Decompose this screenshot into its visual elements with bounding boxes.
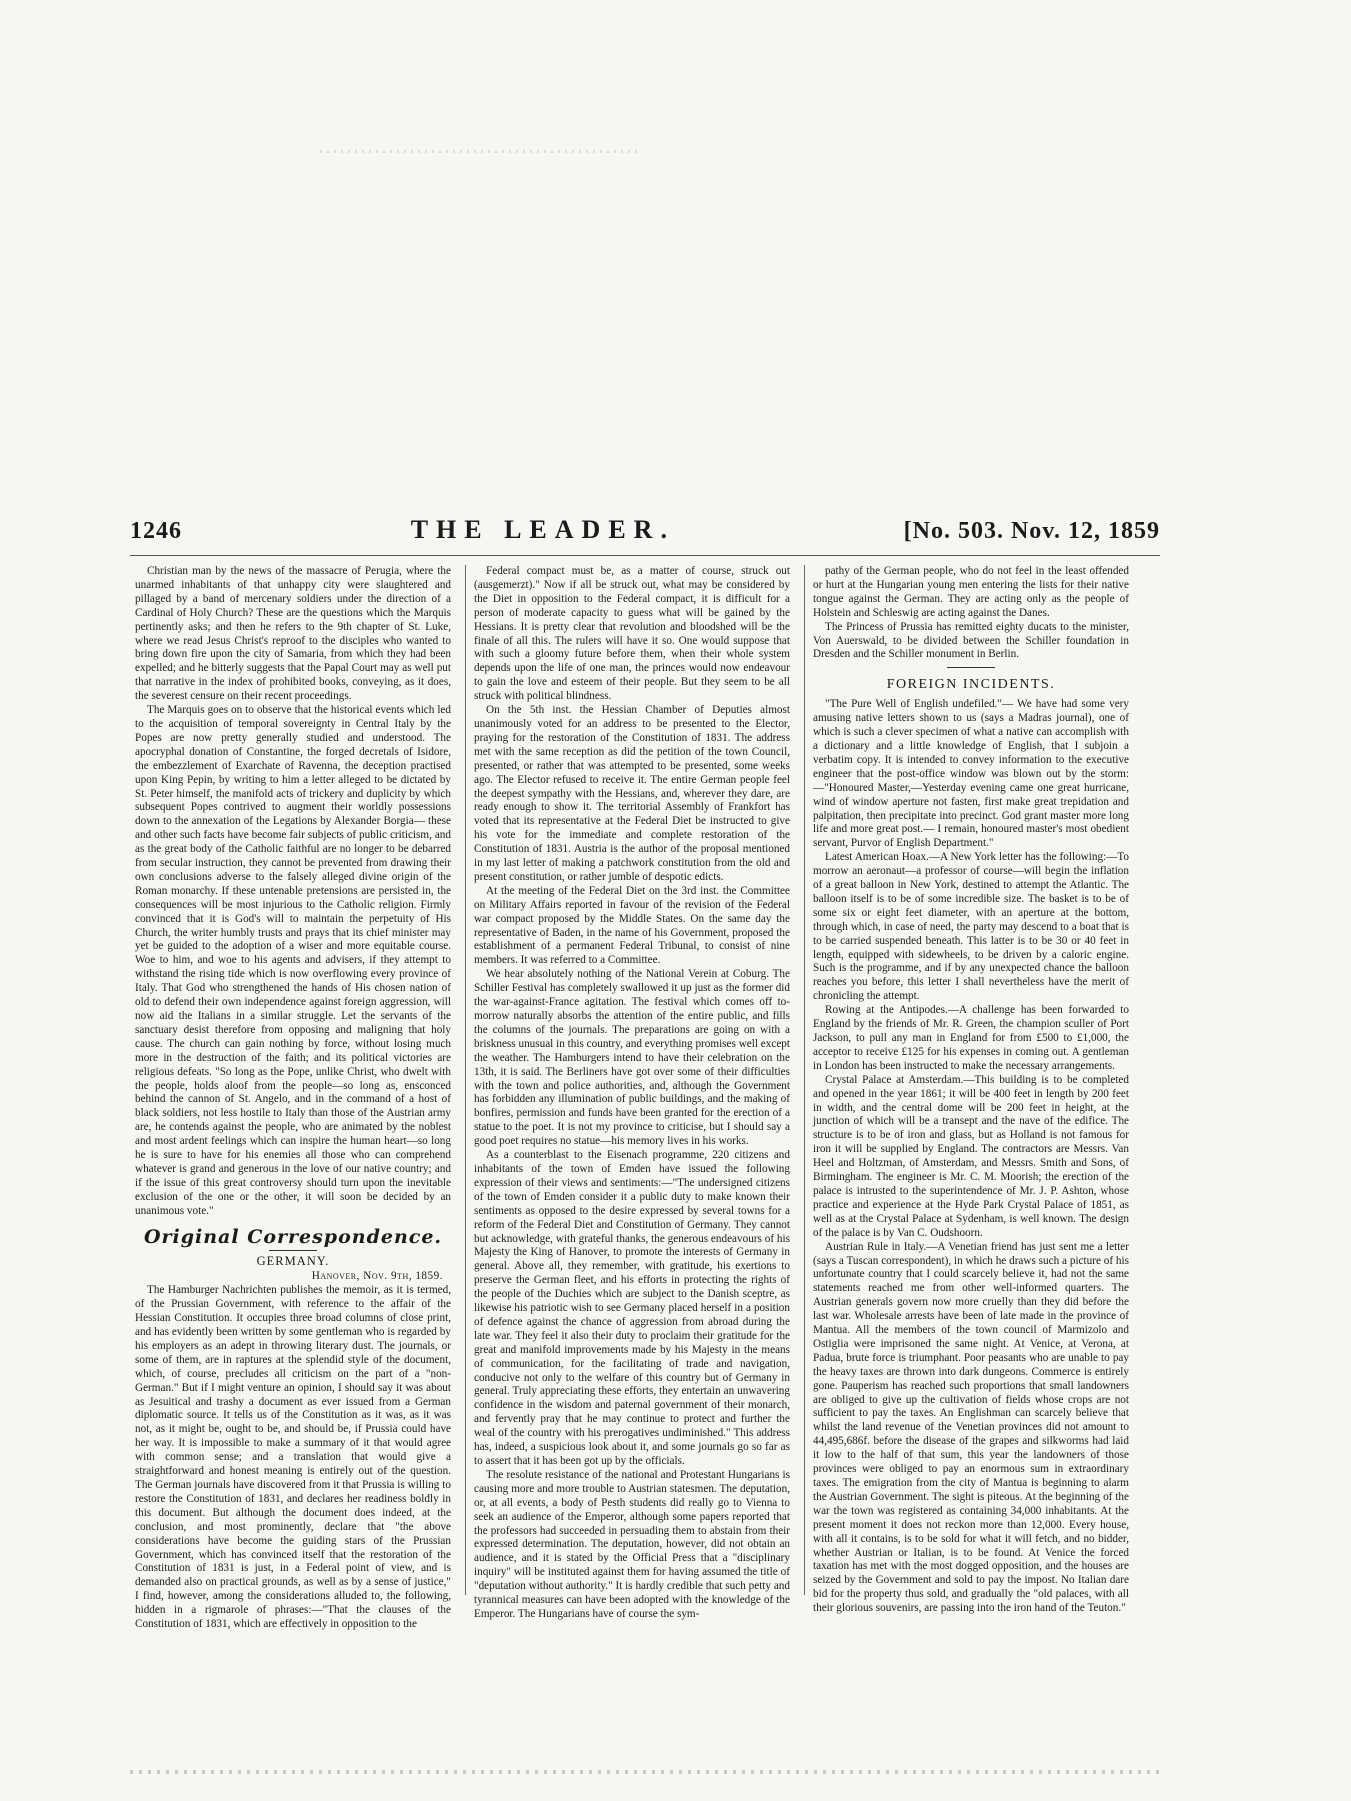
paragraph: The Princess of Prussia has remitted eighty ducats to the minister, Von Auerswald, to be divided between the Schiller foundation in Dresden and the Schiller monument in Berlin. (813, 620, 1129, 661)
paragraph: The Hamburger Nachrichten publishes the memoir, as it is termed, of the Prussian Government, with reference to the affair of the Hessian Constitution. It occupies three broad columns of close print, and has evidently been written by some gentleman who is regarded by his employers as an adept in throwing literary dust. The journals, or some of them, are in raptures at the splendid style of the document, which, of course, precludes all criticism on the part of a "non-German." But if I might venture an opinion, I should say it was about as Jesuitical and trashy a document as ever issued from a German diplomatic source. It tells us of the Constitution as it was, as it was not, as it might be, ought to be, and should be, if Prussia could have her way. It is impossible to make a summary of it that would agree with common sense; and a translation that would give a straightforward and honest meaning is entirely out of the question. The German journals have discovered from it that Prussia is willing to restore the Constitution of 1831, and declares her readiness boldly in this document. But although the document does indeed, at the conclusion, and most prominently, declare that "the above considerations have become the guiding stars of the Prussian Government, which has convinced itself that the restoration of the Constitution of 1831 is just, in a Federal point of view, and is demanded also on practical grounds, as well as by a sense of justice," I find, however, among the considerations alluded to, the following, hidden in a rigmarole of phrases:—"That the clauses of the Constitution of 1831, which are effectively in opposition to the (135, 1284, 451, 1631)
paragraph: Christian man by the news of the massacre of Perugia, where the unarmed inhabitants of that unhappy city were slaughtered and pillaged by a band of mercenary soldiers under the direction of a Cardinal of Holy Church? These are the questions which the Marquis pertinently asks; and then he refers to the 9th chapter of St. Luke, where we read Jesus Christ's reproof to the disciples who wanted to bring down fire upon the city of Samaria, from which they had been expelled; and he bitterly suggests that the Papal Court may as well put that narrative in the index of prohibited books, conveying, as it does, the severest censure on their recent proceedings. (135, 565, 451, 703)
paragraph: Latest American Hoax.—A New York letter has the following:—To morrow an aeronaut—a professor of course—will begin the inflation of a great balloon in New York, destined to attempt the Atlantic. The balloon itself is to be of some incredible size. The basket is to be of some six or eight feet diameter, with an aperture at the bottom, through which, in case of need, the party may descend to a boat that is to be carried suspended beneath. This latter is to be 30 or 40 feet in length, equipped with sidewheels, to be driven by a caloric engine. Such is the programme, and if by any unexpected chance the balloon reaches you before, this letter I shall nevertheless have the merit of chronicling the attempt. (813, 851, 1129, 1003)
scan-noise-bottom (130, 1770, 1160, 1774)
masthead-title: THE LEADER. (410, 515, 675, 544)
paragraph: pathy of the German people, who do not feel in the least offended or hurt at the Hungarian young men entering the lists for their native tongue against the German. They are acting only as the people of Holstein and Schleswig are acting against the Danes. (813, 565, 1129, 619)
paragraph: The Marquis goes on to observe that the historical events which led to the acquisition of temporal sovereignty in Central Italy by the Popes are now pretty generally studied and understood. The apocryphal donation of Constantine, the forged decretals of Isidore, the embezzlement of Exarchate of Ravenna, the deception practised upon King Pepin, by writing to him a letter alleged to be dictated by St. Peter himself, the manifold acts of trickery and duplicity by which subsequent Popes contrived to augment their worldly possessions down to the annexation of the Legations by Alexander Borgia— these and other such facts have become fair subjects of public criticism, and as the great body of the Catholic faithful are no longer to be debarred from secular instruction, they cannot be prevented from drawing their own conclusions adverse to the falsely alleged divine origin of the Roman monarchy. If these untenable pretensions are persisted in, the consequences will be most injurious to the Catholic religion. Firmly convinced that it is God's will to maintain the perpetuity of His Church, the writer humbly trusts and prays that its chief minister may yet be guided to the adoption of a wiser and more equitable course. Woe to him, and woe to his agents and advisers, if they attempt to withstand the rising tide which is now overflowing every province of Italy. That God who strengthened the hands of His chosen nation of old to defend their own independence against foreign aggression, will now aid the Italians in a similar struggle. Let the servants of the sanctuary desist therefore from opposing and maligning that holy cause. The church can gain nothing by force, without losing much more in the destruction of the faith; and its political victories are religious defeats. "So long as the Pope, unlike Christ, who dwelt with the people, holds aloof from the people—so long as, ensconced behind the cannon of St. Angelo, and in the command of a host of black soldiers, not less hostile to Italy than those of the Austrian army are, he contends against the people, who are animated by the noblest and most ardent feelings which can inspire the human heart—so long he is sure to have for his enemies all those who can comprehend whatever is grand and generous in the love of our native country; and if the issue of this great controversy should turn upon the inevitable exclusion of the one or the other, it will soon be decided by an unanimous vote." (135, 704, 451, 1217)
section-title-foreign-incidents: FOREIGN INCIDENTS. (886, 677, 1056, 693)
paragraph: On the 5th inst. the Hessian Chamber of Deputies almost unanimously voted for an address to be presented to the Elector, praying for the restoration of the Constitution of 1831. The address met with the same reception as did the petition of the town Council, presented, or rather that was attempted to be presented, some weeks ago. The Elector refused to receive it. The entire German people feel the deepest sympathy with the Hessians, and, wherever they dare, are ready enough to show it. The territorial Assembly of Frankfort has voted that its representative at the Federal Diet be instructed to give his vote for the immediate and complete restoration of the Constitution of 1831. Austria is the author of the proposal mentioned in my last letter of making a patchwork constitution from the old and present constitution, or rather jumble of despotic edicts. (474, 704, 790, 883)
paragraph: As a counterblast to the Eisenach programme, 220 citizens and inhabitants of the town of Emden have issued the following expression of their views and sentiments:—"The undersigned citizens of the town of Emden consider it a public duty to make known their sentiments as opposed to the desire expressed by several towns for a reform of the Federal Diet and Constitution of Germany. They cannot but acknowledge, with grateful thanks, the generous endeavours of his Majesty the King of Hanover, to promote the interests of Germany in general. Above all, they remember, with gratitude, his exertions to preserve the German fleet, and his efforts in protecting the rights of the people of the Duchies which are subject to the Danish sceptre, as likewise his patriotic wish to see Germany placed herself in a position of defence against the chance of aggression from abroad during the late war. They feel it also their duty to proclaim their gratitude for the great and manifold improvements made by his Majesty in the means of communication, for the facilitating of trade and navigation, conducive not only to the welfare of this country but of Germany in general. Truly appreciating these efforts, they entertain an unwavering confidence in the wisdom and paternal government of their monarch, and fervently pray that he may continue to protect and further the weal of the country with his prerogatives undiminished." This address has, indeed, a suspicious look about it, and some journals go so far as to assert that it has been got up by the officials. (474, 1149, 790, 1467)
paragraph: Austrian Rule in Italy.—A Venetian friend has just sent me a letter (says a Tuscan correspondent), in which he draws such a picture of his unfortunate country that I could scarcely believe it, had not the same statements reached me from other well-informed quarters. The Austrian generals govern now more cruelly than they did before the last war. Wholesale arrests have been of late made in the province of Mantua. All the members of the town council of Marmizolo and Ostiglia were imprisoned the same night. At Venice, at Verona, at Padua, brute force is triumphant. Poor peasants who are unable to pay the heavy taxes are thrown into dark dungeons. Commerce is entirely gone. Pauperism has reached such proportions that small landowners are obliged to give up the cultivation of fields whose crops are not sufficient to pay the taxes. An Englishman can scarcely believe that whilst the land revenue of the Venetian provinces did not amount to 44,495,686f. before the disease of the grapes and silkworms had laid it low to the half of that sum, this year the landowners of those provinces were obliged to pay an enormous sum in extraordinary taxes. The emigration from the city of Mantua is beginning to alarm the Austrian Government. The sight is piteous. At the beginning of the war the town was registered as containing 34,000 inhabitants. At the present moment it does not reckon more than 12,000. Every house, with all it contains, is to be sold for what it will fetch, and no bidder, whether Austrian or Italian, is to be found. At Venice the forced taxation has met with the most dogged opposition, and the houses are seized by the Government and sold to pay the impost. No Italian dare bid for the property thus sold, and gradually the "old palaces, with all their glorious souvenirs, are passing into the iron hand of the Teuton." (813, 1240, 1129, 1615)
sub-title-germany: GERMANY. (256, 1253, 330, 1268)
column-2 (474, 565, 790, 1622)
divider-rule (269, 1250, 317, 1251)
paragraph: The resolute resistance of the national and Protestant Hungarians is causing more and more trouble to Austrian statesmen. The deputation, or, at all events, a body of Pesth students did really go to Vienna to seek an audience of the Emperor, although some papers reported that the professors had succeeded in persuading them to abstain from their expressed determination. The deputation, however, did not obtain an audience, and it is stated by the Official Press that a "disciplinary inquiry" will be instituted against them for having assumed the title of "deputation without authority." It is hardly credible that such petty and tyrannical measures can have been adopted with the knowledge of the Emperor. The Hungarians have of course the sym- (474, 1468, 790, 1620)
paragraph: At the meeting of the Federal Diet on the 3rd inst. the Committee on Military Affairs reported in favour of the revision of the Federal war compact proposed by the Middle States. On the same day the representative of Baden, in the name of his Government, proposed the establishment of a permanent Federal Tribunal, to consist of nine members. It was referred to a Committee. (474, 884, 790, 967)
scan-noise-top (320, 150, 640, 153)
page-header (130, 515, 1160, 556)
dateline: Hanover, Nov. 9th, 1859. (311, 1270, 443, 1283)
paragraph: Rowing at the Antipodes.—A challenge has been forwarded to England by the friends of Mr. R. Green, the champion sculler of Port Jackson, to pull any man in England for from £500 to £1,000, the acceptor to receive £125 for his expenses in coming out. A gentleman in London has been instructed to make the necessary arrangements. (813, 1004, 1129, 1072)
paragraph: We hear absolutely nothing of the National Verein at Coburg. The Schiller Festival has completely swallowed it up just as the former did the war-against-France agitation. The festival which comes off to-morrow naturally absorbs the attention of the entire public, and fills the columns of the journals. The preparations are going on with a briskness unusual in this country, and everything promises well except the weather. The Hamburgers intend to have their celebration on the 13th, it is said. The Berliners have got over some of their difficulties with the town and police authorities, and, although the Government has forbidden any illumination of public buildings, and the making of bonfires, permission and funds have been granted for the erection of a statue to the poet. It is not my province to criticise, but I should say a good poet requires no statue—his memory lives in his works. (474, 968, 790, 1148)
column-divider (804, 565, 805, 1595)
column-divider (465, 565, 466, 1595)
paragraph: Federal compact must be, as a matter of course, struck out (ausgemerzt)." Now if all be struck out, what may be considered by the Diet in opposition to the Federal compact, it is difficult for a person of moderate capacity to guess what will be gained by the Hessians. It is pretty clear that revolution and bloodshed will be the finale of all this. The rulers will have it so. One would suppose that with such a gloomy future before them, when their whole system depends upon the life of one man, the princes would now endeavour to gain the love and esteem of their people. But they seem to be all struck with political blindness. (474, 565, 790, 703)
issue-info: [No. 503. Nov. 12, 1859 (903, 518, 1160, 544)
column-3 (813, 565, 1129, 1616)
column-1 (135, 565, 451, 1632)
divider-rule (947, 667, 995, 668)
paragraph: "The Pure Well of English undefiled."— We have had some very amusing native letters shown to us (says a Madras journal), one of which is such a clever specimen of what a native can accomplish with a dictionary and a little knowledge of English, that I subjoin a verbatim copy. It is intended to convey information to the executive engineer that the post-office window was blown out by the storm:—"Honoured Master,—Yesterday evening came one great hurricane, wind of window aperture not fasten, first make great trepidation and palpitation, then precipitate into precinct. God grant master more long life and more great post.— I remain, honoured master's most obedient servant, Purvor of English Department." (813, 698, 1129, 850)
section-title-original-correspondence: Original Correspondence. (143, 1225, 443, 1248)
paragraph: Crystal Palace at Amsterdam.—This building is to be completed and opened in the year 1861; it will be 400 feet in length by 200 feet in width, and the central dome will be 200 feet in height, at the junction of which will be a transept and the nave of the edifice. The structure is to be of iron and glass, but as Holland is not famous for iron it will be supplied by England. The contractors are Messrs. Van Heel and Holtzman, of Amsterdam, and Messrs. Smith and Sons, of Birmingham. The engineer is Mr. C. M. Moorish; the erection of the palace is intrusted to the superintendence of Mr. J. P. Ashton, whose practice and experience at the Hyde Park Crystal Palace of 1851, as well as at the Crystal Palace at Sydenham, is well known. The design of the palace is by Van C. Oudshoorn. (813, 1073, 1129, 1239)
page-number: 1246 (130, 518, 182, 544)
